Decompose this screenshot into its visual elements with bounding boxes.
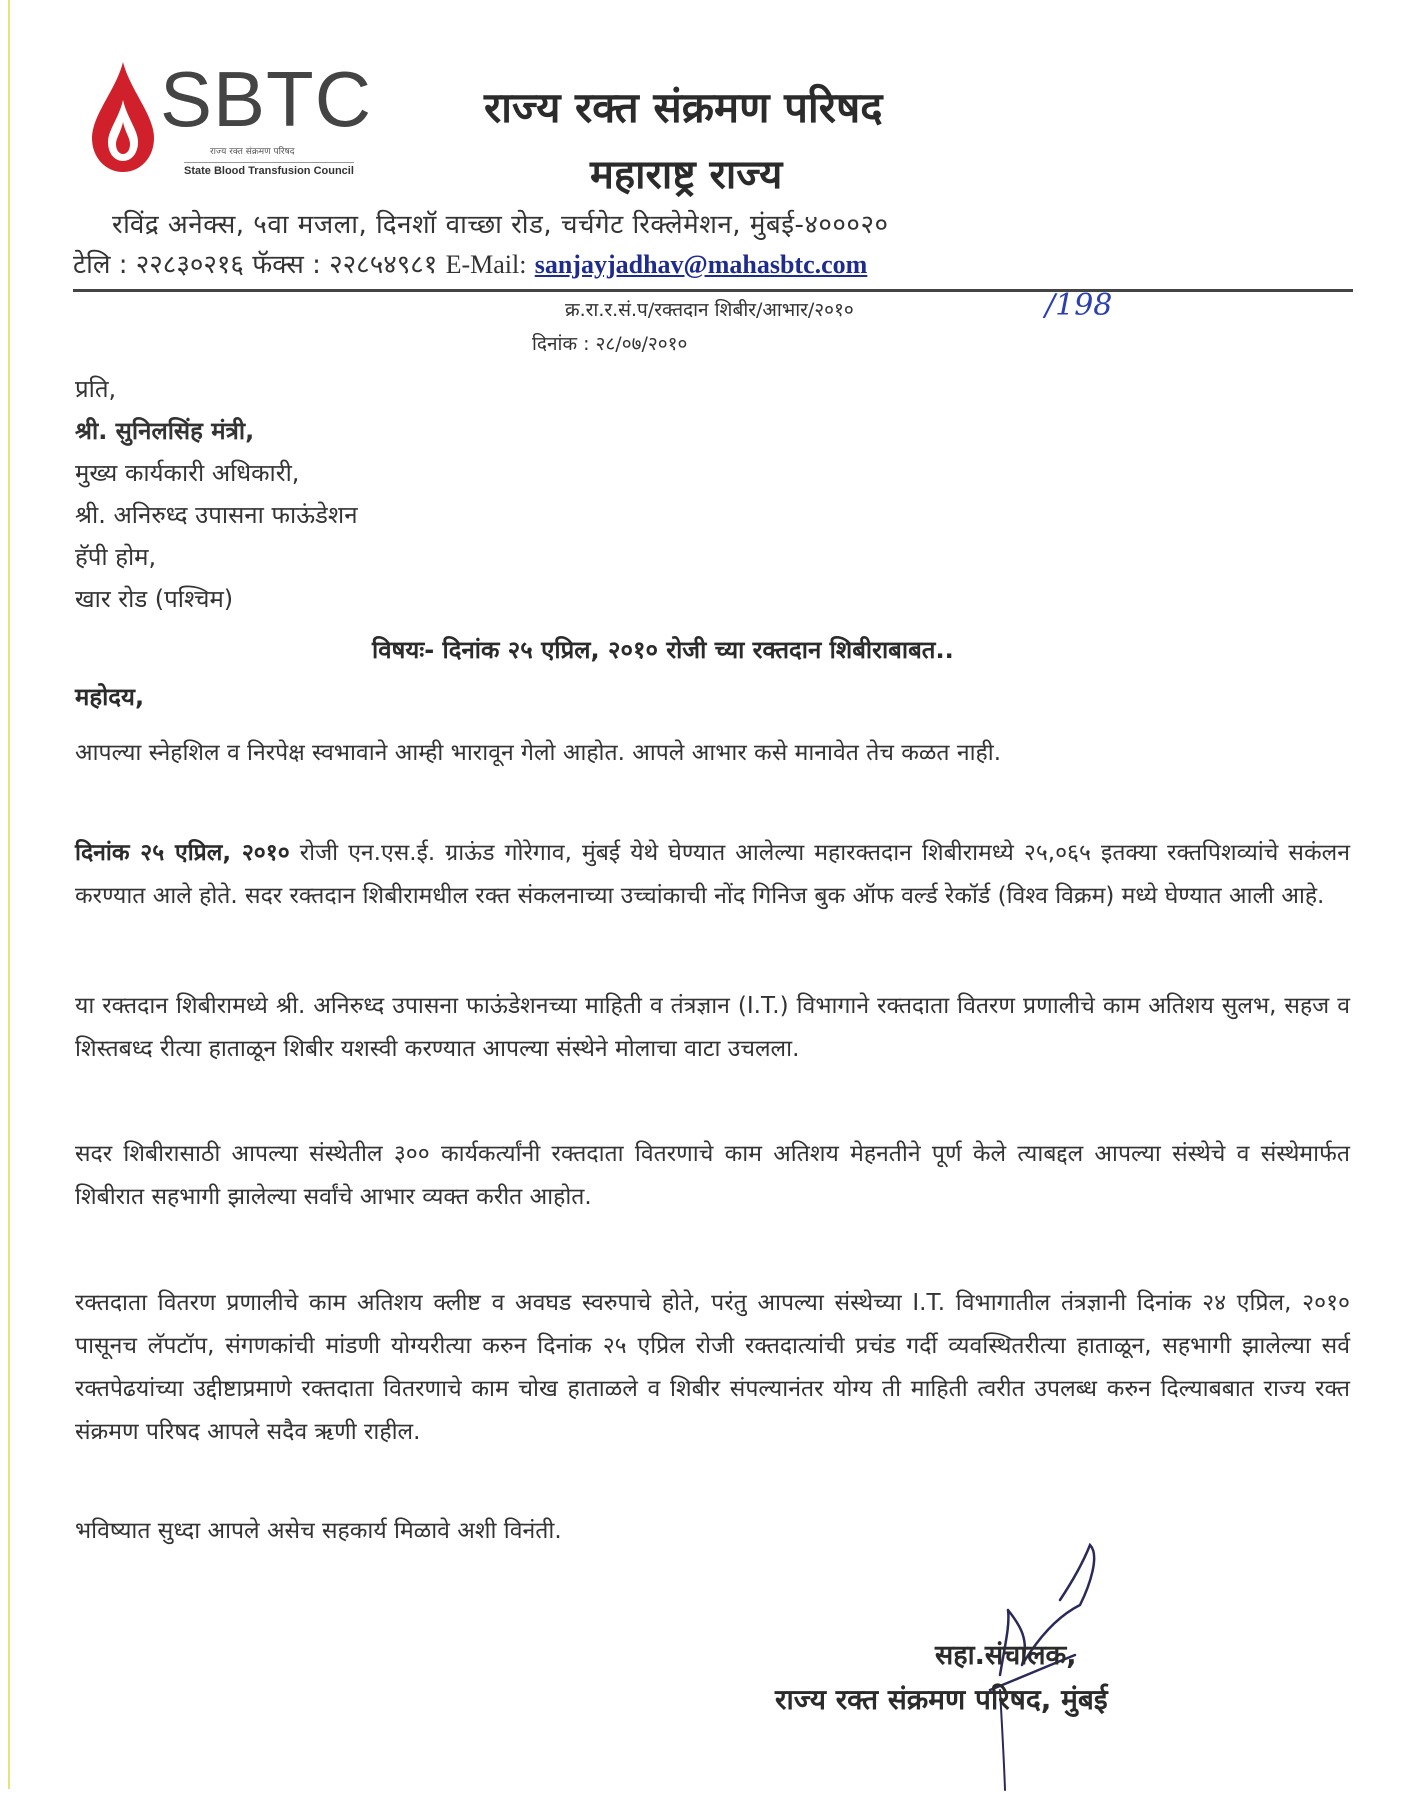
- recipient-organization: श्री. अनिरुध्द उपासना फाऊंडेशन: [75, 501, 358, 529]
- recipient-address-1: हॅपी होम,: [75, 543, 157, 571]
- paragraph-2-text: रोजी एन.एस.ई. ग्राऊंड गोरेगाव, मुंबई येथे घेण्यात आलेल्या महारक्तदान शिबीरामध्ये २५,०६५ इतक्या रक्तपिशव्यांचे सकंलन करण्यात आले होते. सदर रक्तदान शिबीरामधील रक्त संकलनाच्या उच्चांकाची नोंद गिनिज बुक ऑफ वर्ल्ड रेकॉर्ड (विश्व विक्रम) मध्ये घेण्यात आली आहे.: [75, 840, 1350, 909]
- paragraph-4: सदर शिबीरासाठी आपल्या संस्थेतील ३०० कार्यकर्त्यांनी रक्तदाता वितरणाचे काम अतिशय मेहनतीने पूर्ण केले त्याबद्दल आपल्या संस्थेचे व संस्थेमार्फत शिबीरात सहभागी झालेल्या सर्वांचे आभार व्यक्त करीत आहोत.: [75, 1141, 1350, 1210]
- recipient-designation: मुख्य कार्यकारी अधिकारी,: [75, 459, 300, 487]
- paragraph-6: भविष्यात सुध्दा आपले असेच सहकार्य मिळावे अशी विनंती.: [75, 1518, 562, 1544]
- paragraph-2-date: दिनांक २५ एप्रिल, २०१०: [75, 840, 290, 866]
- contact-line: [73, 245, 867, 281]
- recipient-prefix: प्रति,: [75, 375, 117, 403]
- organization-address: रविंद्र अनेक्स, ५वा मजला, दिनशॉ वाच्छा रोड, चर्चगेट रिक्लेमेशन, मुंबई-४०००२०: [112, 210, 889, 240]
- organization-state: महाराष्ट्र राज्य: [590, 152, 783, 198]
- salutation: महोदय,: [75, 683, 145, 711]
- logo-text: SBTC: [160, 55, 373, 143]
- handwritten-reference: /198: [1045, 288, 1113, 323]
- paragraph-2: [75, 832, 1350, 918]
- blood-drop-icon: [88, 60, 158, 175]
- page-edge-line: [8, 0, 10, 1789]
- signatory-organization: राज्य रक्त संक्रमण परिषद, मुंबई: [775, 1683, 1108, 1716]
- recipient-name: श्री. सुनिलसिंह मंत्री,: [75, 417, 255, 445]
- paragraph-3: या रक्तदान शिबीरामध्ये श्री. अनिरुध्द उपासना फाऊंडेशनच्या माहिती व तंत्रज्ञान (I.T.) विभागाने रक्तदाता वितरण प्रणालीचे काम अतिशय सुलभ, सहज व शिस्तबध्द रीत्या हाताळून शिबीर यशस्वी करण्यात आपल्या संस्थेने मोलाचा वाटा उचलला.: [75, 993, 1350, 1062]
- sbtc-logo: [88, 55, 388, 180]
- organization-title: राज्य रक्त संक्रमण परिषद: [484, 83, 883, 132]
- email-label: E-Mail:: [445, 250, 527, 279]
- email-link[interactable]: sanjayjadhav@mahasbtc.com: [534, 250, 868, 279]
- reference-number: क्र.रा.र.सं.प/रक्तदान शिबीर/आभार/२०१०: [565, 299, 854, 321]
- letter-subject: विषयः- दिनांक २५ एप्रिल, २०१० रोजी च्या रक्तदान शिबीराबाबत..: [372, 636, 954, 664]
- paragraph-5: रक्तदाता वितरण प्रणालीचे काम अतिशय क्लीष्ट व अवघड स्वरुपाचे होते, परंतु आपल्या संस्थेच्या I.T. विभागातील तंत्रज्ञानी दिनांक २४ एप्रिल, २०१० पासूनच लॅपटॉप, संगणकांची मांडणी योग्यरीत्या करुन दिनांक २५ एप्रिल रोजी रक्तदात्यांची प्रचंड गर्दी व्यवस्थितरीत्या हाताळून, सहभागी झालेल्या सर्व रक्तपेढयांच्या उद्दीष्टाप्रमाणे रक्तदाता वितरणाचे काम चोख हाताळले व शिबीर संपल्यानंतर योग्य ती माहिती त्वरीत उपलब्ध करुन दिल्याबबात राज्य रक्त संक्रमण परिषद आपले सदैव ऋणी राहील.: [75, 1290, 1350, 1445]
- letter-date: दिनांक : २८/०७/२०१०: [532, 333, 688, 355]
- phone-label: टेलि :: [73, 250, 128, 280]
- fax-number: २२८५४९८१: [329, 250, 438, 280]
- fax-label: फॅक्स :: [252, 250, 321, 280]
- logo-subtitle-marathi: राज्य रक्त संक्रमण परिषद: [210, 147, 295, 157]
- header-divider: [73, 289, 1353, 292]
- paragraph-1: आपल्या स्नेहशिल व निरपेक्ष स्वभावाने आम्ही भारावून गेलो आहोत. आपले आभार कसे मानावेत तेच कळत नाही.: [75, 740, 1002, 766]
- logo-subtitle-english: State Blood Transfusion Council: [184, 162, 354, 177]
- phone-number: २२८३०२१६: [135, 250, 244, 280]
- signatory-role: सहा.संचालक,: [935, 1640, 1077, 1671]
- recipient-address-2: खार रोड (पश्चिम): [75, 585, 234, 613]
